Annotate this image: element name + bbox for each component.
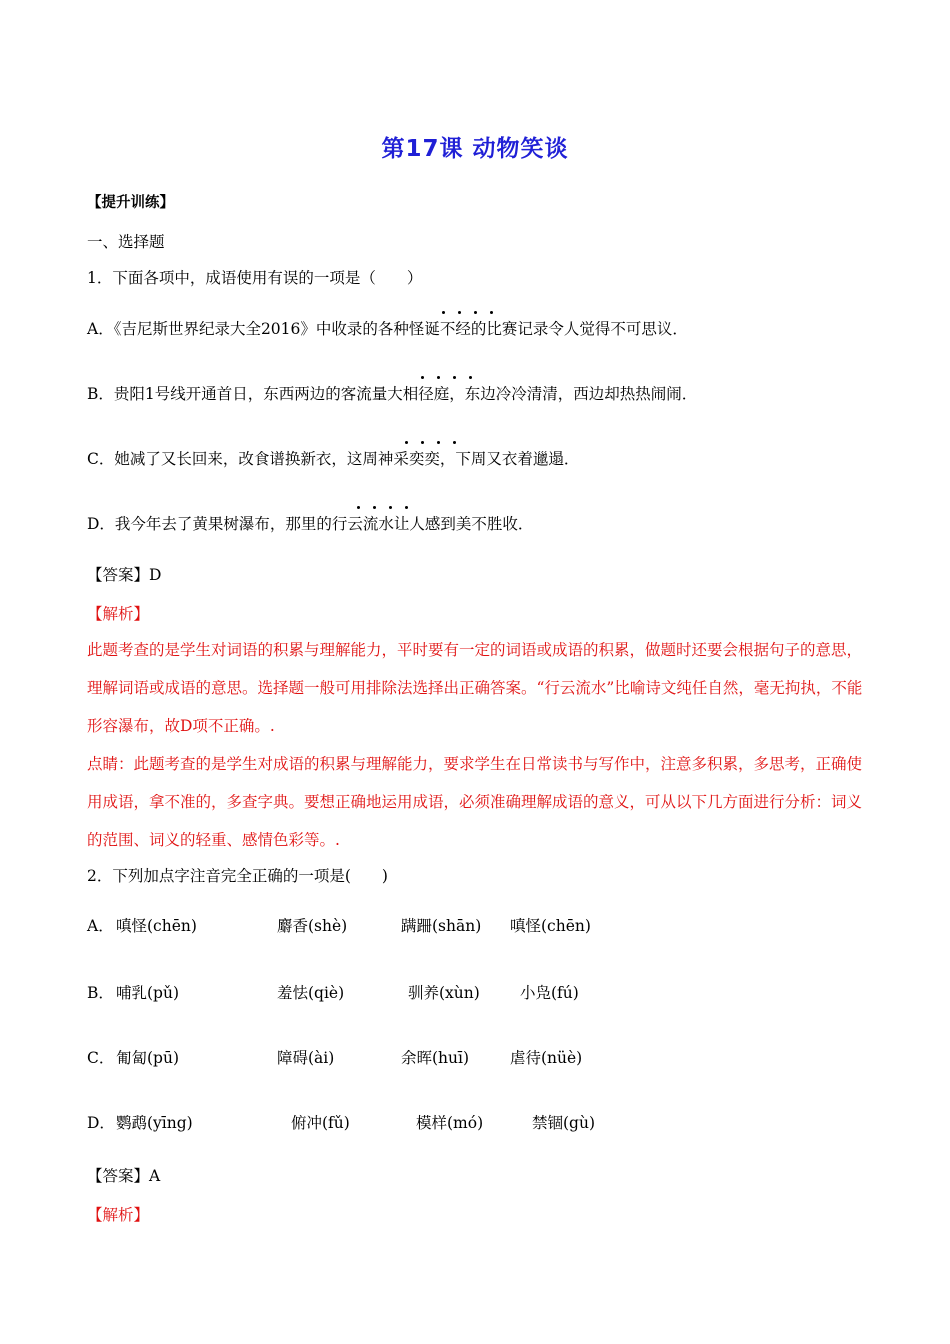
question-2-stem: 2．下列加点字注音完全正确的一项是( ) xyxy=(87,867,388,885)
question-1-option-a: A．《吉尼斯世界纪录大全2016》中收录的各种怪诞不经的比赛记录令人觉得不可思议． xyxy=(87,320,688,338)
row-label: A． xyxy=(87,917,114,935)
pinyin-item: 嗔怪(chēn) xyxy=(116,917,197,935)
pinyin-item: 小凫(fú) xyxy=(520,984,579,1002)
pinyin-item: 匍匐(pū) xyxy=(116,1049,179,1067)
question-1-analysis-text: 此题考查的是学生对词语的积累与理解能力，平时要有一定的词语或成语的积累，做题时还要会根据句子的意思，理解词语或成语的意思。选择题一般可用排除法选择出正确答案。“行云流水”比喻诗文纯任自然，毫无拘执，不能形容瀑布，故D项不正确。. xyxy=(87,641,863,735)
question-1-commentary: 点睛：此题考查的是学生对成语的积累与理解能力，要求学生在日常读书与写作中，注意多积累，多思考，正确使用成语，拿不准的，多查字典。要想正确地运用成语，必须准确理解成语的意义，可从以下几方面进行分析：词义的范围、词义的轻重、感情色彩等。. xyxy=(87,755,863,849)
question-1-option-b: B．贵阳1号线开通首日，东西两边的客流量大相径庭，东边冷冷清清，西边却热热闹闹． xyxy=(87,385,698,403)
pinyin-item: 禁锢(gù) xyxy=(532,1114,595,1132)
row-label: D． xyxy=(87,1114,115,1132)
pinyin-item: 鹦鹉(yīng) xyxy=(116,1114,193,1132)
question-1-stem: 1．下面各项中，成语使用有误的一项是（ ） xyxy=(87,269,423,287)
question-2-analysis-label: 【解析】 xyxy=(87,1206,150,1224)
section-header: 【提升训练】 xyxy=(87,195,174,211)
pinyin-item: 蹒跚(shān) xyxy=(401,917,482,935)
pinyin-item: 障碍(ài) xyxy=(277,1049,335,1067)
pinyin-item: 余晖(huī) xyxy=(401,1049,470,1067)
question-1-analysis-label: 【解析】 xyxy=(87,605,150,623)
question-1-option-d: D．我今年去了黄果树瀑布，那里的行云流水让人感到美不胜收． xyxy=(87,515,534,533)
question-1-option-c: C．她减了又长回来，改食谱换新衣，这周神采奕奕，下周又衣着邋遢． xyxy=(87,450,580,468)
question-2-answer: 【答案】A xyxy=(87,1167,161,1185)
pinyin-item: 羞怯(qiè) xyxy=(277,984,345,1002)
question-1-answer: 【答案】D xyxy=(87,566,162,584)
pinyin-item: 驯养(xùn) xyxy=(408,984,480,1002)
pinyin-item: 虐待(nüè) xyxy=(510,1049,583,1067)
row-label: C． xyxy=(87,1049,115,1067)
row-label: B． xyxy=(87,984,114,1002)
part-heading: 一、选择题 xyxy=(87,233,165,251)
pinyin-item: 嗔怪(chēn) xyxy=(510,917,591,935)
pinyin-item: 哺乳(pǔ) xyxy=(116,984,179,1002)
pinyin-item: 模样(mó) xyxy=(416,1114,484,1132)
lesson-title: 第17课 动物笑谈 xyxy=(381,136,569,162)
pinyin-item: 麝香(shè) xyxy=(277,917,348,935)
pinyin-item: 俯冲(fǔ) xyxy=(291,1114,350,1132)
